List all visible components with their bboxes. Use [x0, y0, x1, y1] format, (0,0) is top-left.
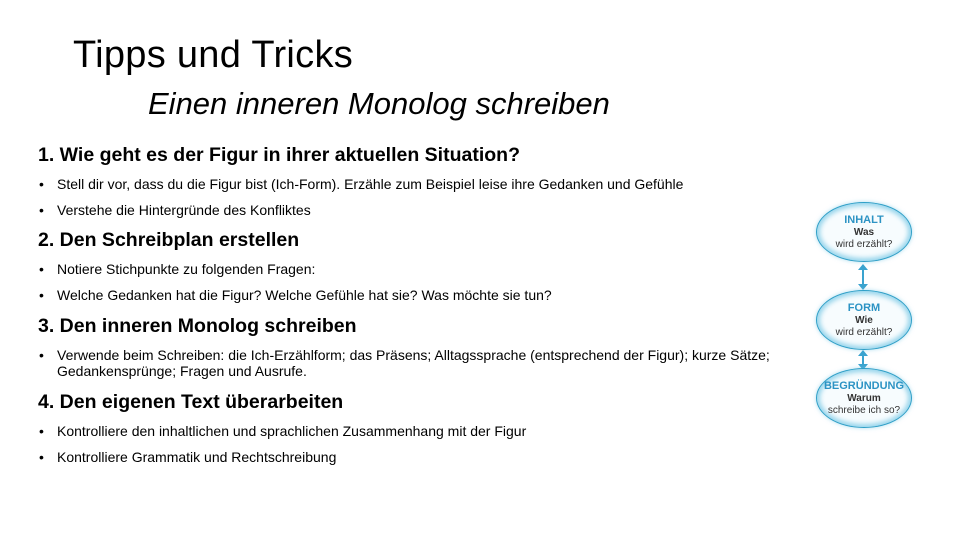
node-text: schreibe ich so?	[827, 404, 901, 416]
node-inhalt	[816, 202, 912, 262]
bullet-list	[38, 423, 798, 466]
section-4	[38, 391, 798, 466]
writing-model-diagram	[810, 196, 930, 446]
section-heading: 4. Den eigenen Text überarbeiten	[38, 391, 344, 413]
node-label: INHALT	[844, 213, 884, 226]
node-text: wird erzählt?	[835, 326, 893, 338]
section-heading: 1. Wie geht es der Figur in ihrer aktuellen Situation?	[38, 144, 520, 166]
node-begruendung	[816, 368, 912, 428]
list-item: • Stell dir vor, dass du die Figur bist (Ich-Form). Erzähle zum Beispiel leise ihre Gedanken und Gefühle	[38, 176, 798, 193]
bullet-list	[38, 176, 798, 219]
node-text: Was	[853, 226, 875, 238]
node-text: wird erzählt?	[835, 238, 893, 250]
double-arrow-icon	[862, 266, 864, 288]
node-text: Warum	[847, 392, 881, 404]
list-item: • Notiere Stichpunkte zu folgenden Fragen:	[38, 261, 798, 278]
bullet-list	[38, 347, 798, 379]
list-item: • Verwende beim Schreiben: die Ich-Erzählform; das Präsens; Alltagssprache (entsprechend der Figur); kurze Sätze; Gedankensprünge; Fragen und Ausrufe.	[38, 347, 798, 379]
page-title: Tipps und Tricks	[73, 34, 354, 76]
section-1	[38, 144, 798, 219]
bullet-list	[38, 261, 798, 304]
node-label: BEGRÜNDUNG	[823, 379, 905, 392]
node-form	[816, 290, 912, 350]
node-text: Wie	[855, 314, 873, 326]
section-heading: 3. Den inneren Monolog schreiben	[38, 315, 357, 337]
list-item: • Kontrolliere den inhaltlichen und sprachlichen Zusammenhang mit der Figur	[38, 423, 798, 440]
section-3	[38, 315, 798, 379]
section-heading: 2. Den Schreibplan erstellen	[38, 229, 300, 251]
page-subtitle: Einen inneren Monolog schreiben	[148, 86, 610, 121]
list-item: • Kontrolliere Grammatik und Rechtschreibung	[38, 449, 798, 466]
list-item: • Verstehe die Hintergründe des Konfliktes	[38, 202, 798, 219]
list-item: • Welche Gedanken hat die Figur? Welche Gefühle hat sie? Was möchte sie tun?	[38, 287, 798, 304]
double-arrow-icon	[862, 352, 864, 368]
section-2	[38, 229, 798, 304]
node-label: FORM	[847, 301, 881, 314]
